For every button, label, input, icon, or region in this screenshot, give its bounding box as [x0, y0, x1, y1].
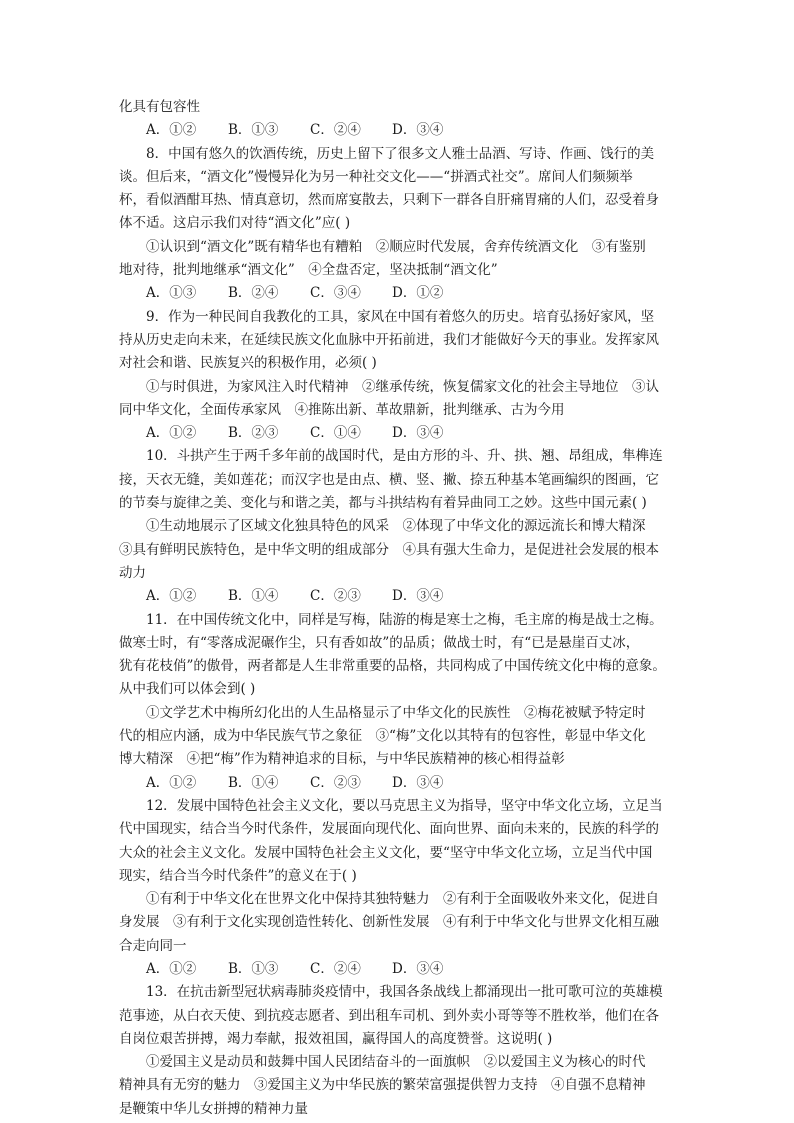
- q13-choice-line: ①爱国主义是动员和鼓舞中国人民团结奋斗的一面旗帜 ②以爱国主义为核心的时代: [146, 1054, 646, 1071]
- q10-choice-line: ①生动地展示了区域文化独具特色的风采 ②体现了中华文化的源远流长和博大精深: [146, 518, 646, 535]
- q12-option-a[interactable]: A．①②: [146, 960, 197, 977]
- q11-stem-line: 11．在中国传统文化中，同样是写梅，陆游的梅是寒士之梅，毛主席的梅是战士之梅。: [146, 611, 663, 628]
- q12-stem-line: 现实，结合当今时代条件”的意义在于( ): [119, 867, 357, 884]
- q7-option-d[interactable]: D．③④: [392, 122, 444, 139]
- exam-page: [119, 96, 678, 1121]
- q7-option-b[interactable]: B．①③: [228, 122, 279, 139]
- q10-option-b[interactable]: B．①④: [228, 588, 279, 605]
- q11-choice-line: 代的相应内涵，成为中华民族气节之象征 ③“梅”文化以其特有的包容性，彰显中华文化: [119, 728, 646, 745]
- q11-choice-line: ①文学艺术中梅所幻化出的人生品格显示了中华文化的民族性 ②梅花被赋予特定时: [146, 704, 646, 721]
- q10-option-a[interactable]: A．①②: [146, 588, 197, 605]
- q11-choice-line: 博大精深 ④把“梅”作为精神追求的目标，与中华民族精神的核心相得益彰: [119, 751, 565, 768]
- q9-stem-line: 对社会和谐、民族复兴的积极作用，必须( ): [119, 355, 377, 372]
- q13-choice-line: 是鞭策中华儿女拼搏的精神力量: [119, 1100, 308, 1117]
- q7-option-c[interactable]: C．②④: [310, 122, 361, 139]
- q11-options: [119, 772, 678, 795]
- q8-option-d[interactable]: D．①②: [392, 285, 444, 302]
- q9-options: [119, 422, 678, 445]
- q9-choice-line: ①与时俱进，为家风注入时代精神 ②继承传统，恢复儒家文化的社会主导地位 ③认: [146, 378, 659, 395]
- q13-stem-line: 范事迹，从白衣天使、到抗疫志愿者、到出租车司机、到外卖小哥等等不胜枚举，他们在各: [119, 1007, 659, 1024]
- q10-stem-line: 接，天衣无缝，美如莲花；而汉字也是由点、横、竖、撇、捺五种基本笔画编织的图画，它: [119, 471, 659, 488]
- q10-choice-line: ③具有鲜明民族特色，是中华文明的组成部分 ④具有强大生命力，是促进社会发展的根本: [119, 541, 659, 558]
- q10-options: [119, 585, 678, 608]
- q8-choice-line: ①认识到“酒文化”既有精华也有糟粕 ②顺应时代发展，舍弃传统酒文化 ③有鉴别: [146, 238, 646, 255]
- q10-stem-line: 的节奏与旋律之美、变化与和谐之美，都与斗拱结构有着异曲同工之妙。这些中国元素( ): [119, 495, 647, 512]
- q8-stem-line: 体不适。这启示我们对待“酒文化”应( ): [119, 215, 351, 232]
- q9-stem-line: 持从历史走向未来，在延续民族文化血脉中开拓前进，我们才能做好今天的事业。发挥家风: [119, 331, 659, 348]
- q8-choice-line: 地对待，批判地继承“酒文化” ④全盘否定，坚决抵制“酒文化”: [119, 262, 498, 279]
- q9-stem-line: 9．作为一种民间自我教化的工具，家风在中国有着悠久的历史。培育弘扬好家风，坚: [146, 308, 655, 325]
- q12-option-c[interactable]: C．②④: [310, 960, 361, 977]
- q10-option-d[interactable]: D．③④: [392, 588, 444, 605]
- q9-option-a[interactable]: A．①②: [146, 425, 197, 442]
- q9-option-c[interactable]: C．①④: [310, 425, 361, 442]
- q8-stem-line: 谈。但后来，“酒文化”慢慢异化为另一种社交文化——“拼酒式社交”。席间人们频频举: [119, 168, 633, 185]
- q12-choice-line: 身发展 ③有利于文化实现创造性转化、创新性发展 ④有利于中华文化与世界文化相互融: [119, 914, 659, 931]
- q12-choice-line: 合走向同一: [119, 937, 187, 954]
- q11-stem-line: 犹有花枝俏”的傲骨，两者都是人生非常重要的品格，共同构成了中国传统文化中梅的意象。: [119, 658, 666, 675]
- q11-option-d[interactable]: D．③④: [392, 774, 444, 791]
- q11-stem-line: 做寒士时，有“零落成泥碾作尘，只有香如故”的品质；做战士时，有“已是悬崖百丈冰，: [119, 634, 640, 651]
- q9-choice-line: 同中华文化，全面传承家风 ④推陈出新、革故鼎新，批判继承、古为今用: [119, 401, 565, 418]
- q12-stem-line: 大众的社会主义文化。发展中国特色社会主义文化，要“坚守中华文化立场，立足当代中国: [119, 844, 653, 861]
- q11-option-c[interactable]: C．②③: [310, 774, 361, 791]
- q8-option-a[interactable]: A．①③: [146, 285, 197, 302]
- q13-stem-line: 13．在抗击新型冠状病毒肺炎疫情中，我国各条战线上都涌现出一批可歌可泣的英雄模: [146, 984, 663, 1001]
- q8-stem-line: 8．中国有悠久的饮酒传统，历史上留下了很多文人雅士品酒、写诗、作画、饯行的美: [146, 145, 655, 162]
- q9-option-b[interactable]: B．②③: [228, 425, 279, 442]
- q10-stem-line: 10．斗拱产生于两千多年前的战国时代，是由方形的斗、升、拱、翘、昂组成，隼榫连: [146, 448, 663, 465]
- q12-options: [119, 958, 678, 981]
- q7-option-a[interactable]: A．①②: [146, 122, 197, 139]
- q12-choice-line: ①有利于中华文化在世界文化中保持其独特魅力 ②有利于全面吸收外来文化，促进自: [146, 891, 659, 908]
- q8-stem-line: 杯，看似酒酣耳热、情真意切，然而席宴散去，只剩下一群各自肝痛胃痛的人们，忍受着身: [119, 192, 659, 209]
- q12-option-b[interactable]: B．①③: [228, 960, 279, 977]
- q12-stem-line: 代中国现实，结合当今时代条件，发展面向现代化、面向世界、面向未来的，民族的科学的: [119, 821, 659, 838]
- q11-stem-line: 从中我们可以体会到( ): [119, 681, 256, 698]
- q10-option-c[interactable]: C．②③: [310, 588, 361, 605]
- q10-choice-line: 动力: [119, 564, 146, 581]
- q7-options: [119, 119, 678, 142]
- q12-option-d[interactable]: D．③④: [392, 960, 444, 977]
- q12-stem-line: 12．发展中国特色社会主义文化，要以马克思主义为指导，坚守中华文化立场，立足当: [146, 797, 663, 814]
- q13-choice-line: 精神具有无穷的魅力 ③爱国主义为中华民族的繁荣富强提供智力支持 ④自强不息精神: [119, 1077, 646, 1094]
- q11-option-b[interactable]: B．①④: [228, 774, 279, 791]
- q8-option-b[interactable]: B．②④: [228, 285, 279, 302]
- q9-option-d[interactable]: D．③④: [392, 425, 444, 442]
- q11-option-a[interactable]: A．①②: [146, 774, 197, 791]
- q7-tail-text: 化具有包容性: [119, 99, 200, 115]
- q13-stem-line: 自岗位艰苦拼搏，竭力奉献，报效祖国，赢得国人的高度赞誉。这说明( ): [119, 1030, 553, 1047]
- q8-option-c[interactable]: C．③④: [310, 285, 361, 302]
- q8-options: [119, 282, 678, 305]
